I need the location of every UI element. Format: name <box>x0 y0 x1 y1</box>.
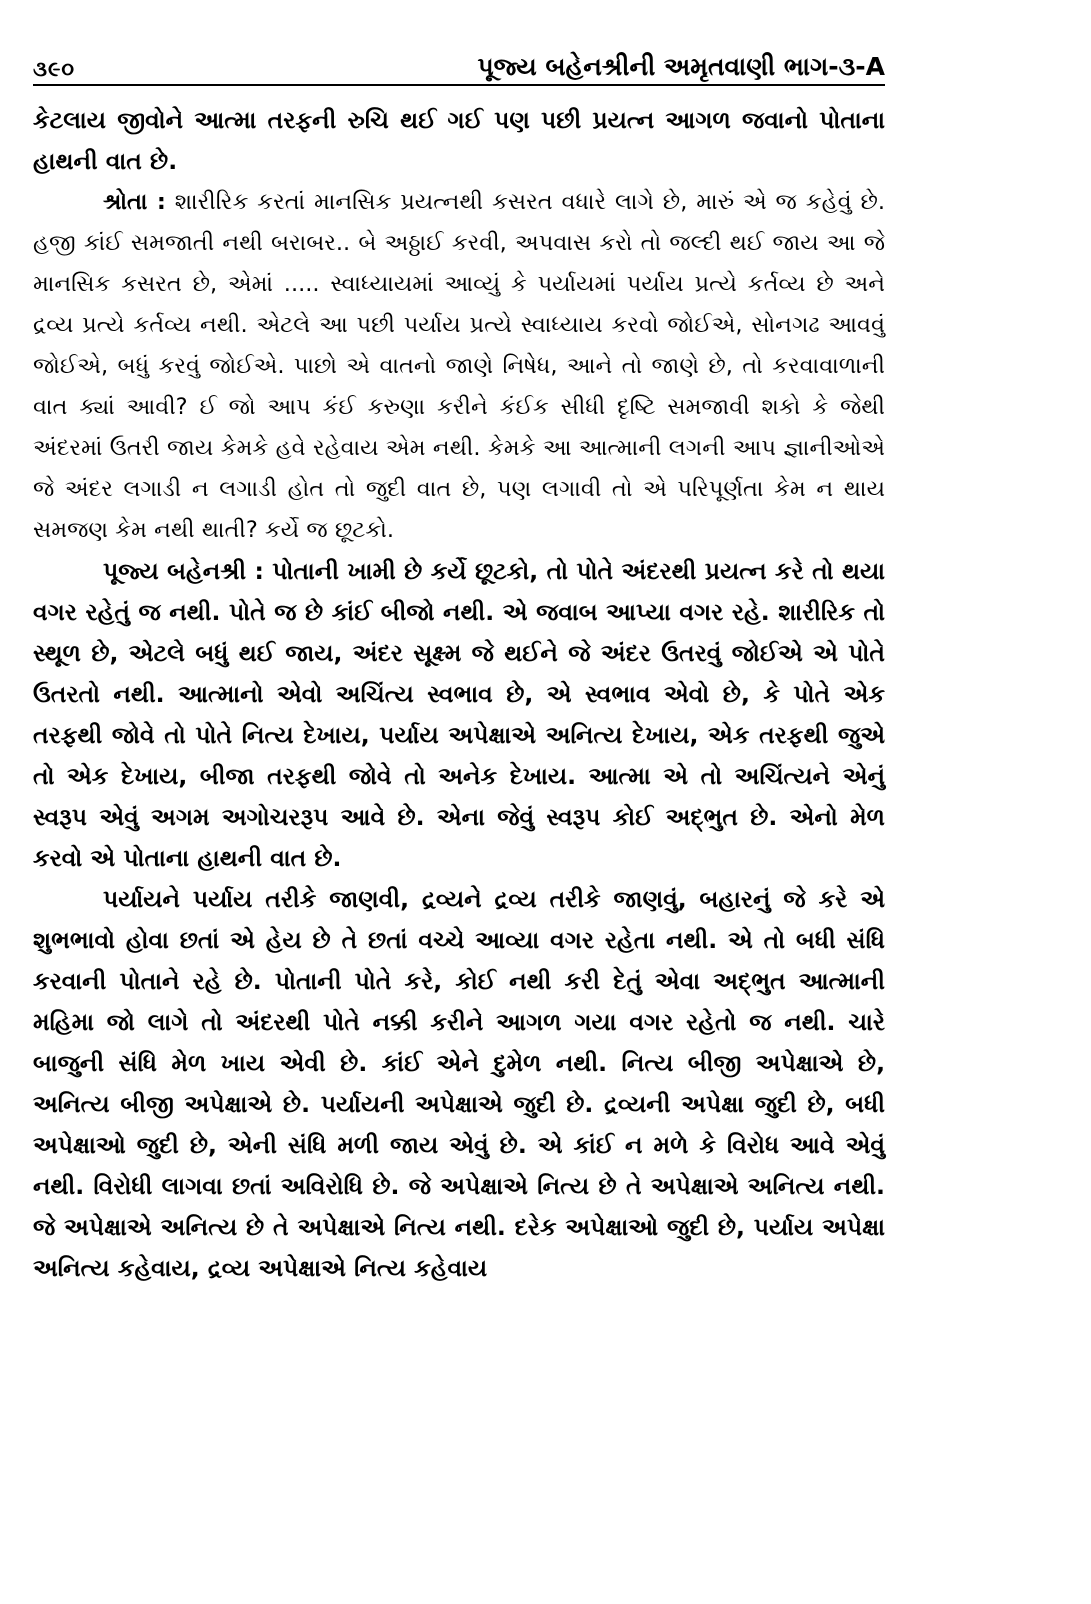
speaker-label-listener: શ્રોતા : <box>103 189 166 215</box>
page-header <box>33 46 885 86</box>
paragraph-listener-question <box>33 182 885 551</box>
listener-question-text: શારીરિક કરતાં માનસિક પ્રયત્નથી કસરત વધારે લાગે છે, મારું એ જ કહેવું છે. હજી કાંઈ સમજાતી નથી બરાબર.. બે અઠ્ઠાઈ કરવી, અપવાસ કરો તો જલ્દી થઈ જાય આ જે માનસિક કસરત છે, એમાં ..... સ્વાધ્યાયમાં આવ્યું કે પર્યાયમાં પર્યાય પ્રત્યે કર્તવ્ય છે અને દ્રવ્ય પ્રત્યે કર્તવ્ય નથી. એટલે આ પછી પર્યાય પ્રત્યે સ્વાધ્યાય કરવો જોઈએ, સોનગઢ આવવું જોઈએ, બધું કરવું જોઈએ. પાછો એ વાતનો જાણે નિષેધ, આને તો જાણે છે, તો કરવાવાળાની વાત ક્યાં આવી? ઈ જો આપ કંઈ કરુણા કરીને કંઈક સીધી દૃષ્ટિ સમજાવી શકો કે જેથી અંદરમાં ઉતરી જાય કેમકે હવે રહેવાય એમ નથી. કેમકે આ આત્માની લગની આપ જ્ઞાનીઓએ જે અંદર લગાડી ન લગાડી હોત તો જુદી વાત છે, પણ લગાવી તો એ પરિપૂર્ણતા કેમ ન થાય સમજણ કેમ નથી થાતી? કર્યે જ છૂટકો. <box>33 189 885 543</box>
paragraph-continuation: પર્યાયને પર્યાય તરીકે જાણવી, દ્રવ્યને દ્રવ્ય તરીકે જાણવું, બહારનું જે કરે એ શુભભાવો હોવા છતાં એ હેય છે તે છતાં વચ્ચે આવ્યા વગર રહેતા નથી. એ તો બધી સંધિ કરવાની પોતાને રહે છે. પોતાની પોતે કરે, કોઈ નથી કરી દેતું એવા અદ્ભુત આત્માની મહિમા જો લાગે તો અંદરથી પોતે નક્કી કરીને આગળ ગયા વગર રહેતો જ નથી. ચારે બાજુની સંધિ મેળ ખાય એવી છે. કાંઈ એને દુમેળ નથી. નિત્ય બીજી અપેક્ષાએ છે, અનિત્ય બીજી અપેક્ષાએ છે. પર્યાયની અપેક્ષાએ જુદી છે. દ્રવ્યની અપેક્ષા જુદી છે, બધી અપેક્ષાઓ જુદી છે, એની સંધિ મળી જાય એવું છે. એ કાંઈ ન મળે કે વિરોધ આવે એવું નથી. વિરોધી લાગવા છતાં અવિરોધિ છે. જે અપેક્ષાએ નિત્ય છે તે અપેક્ષાએ અનિત્ય નથી. જે અપેક્ષાએ અનિત્ય છે તે અપેક્ષાએ નિત્ય નથી. દરેક અપેક્ષાઓ જુદી છે, પર્યાય અપેક્ષા અનિત્ય કહેવાય, દ્રવ્ય અપેક્ષાએ નિત્ય કહેવાય <box>33 885 885 1282</box>
page-number: ૩૯૦ <box>33 57 76 81</box>
answer-text: પોતાની ખામી છે કર્યે છૂટકો, તો પોતે અંદરથી પ્રયત્ન કરે તો થયા વગર રહેતું જ નથી. પોતે જ છે કાંઈ બીજો નથી. એ જવાબ આપ્યા વગર રહે. શારીરિક તો સ્થૂળ છે, એટલે બધું થઈ જાય, અંદર સૂક્ષ્મ જે થઈને જે અંદર ઉતરવું જોઈએ એ પોતે ઉતરતો નથી. આત્માનો એવો અચિંત્ય સ્વભાવ છે, એ સ્વભાવ એવો છે, કે પોતે એક તરફથી જોવે તો પોતે નિત્ય દેખાય, પર્યાય અપેક્ષાએ અનિત્ય દેખાય, એક તરફથી જુએ તો એક દેખાય, બીજા તરફથી જોવે તો અનેક દેખાય. આત્મા એ તો અચિંત્યને એનું સ્વરૂપ એવું અગમ અગોચરરૂપ આવે છે. એના જેવું સ્વરૂપ કોઈ અદ્ભુત છે. એનો મેળ કરવો એ પોતાના હાથની વાત છે. <box>33 557 885 872</box>
body-text <box>33 100 885 1289</box>
paragraph-answer <box>33 551 885 879</box>
paragraph-intro: કેટલાય જીવોને આત્મા તરફની રુચિ થઈ ગઈ પણ પછી પ્રયત્ન આગળ જવાનો પોતાના હાથની વાત છે. <box>33 106 885 175</box>
book-page <box>33 46 885 1289</box>
running-title: પૂજ્ય બહેનશ્રીની અમૃતવાણી ભાગ-૩-A <box>477 52 885 81</box>
speaker-label-bahenshri: પૂજ્ય બહેનશ્રી : <box>103 557 264 585</box>
